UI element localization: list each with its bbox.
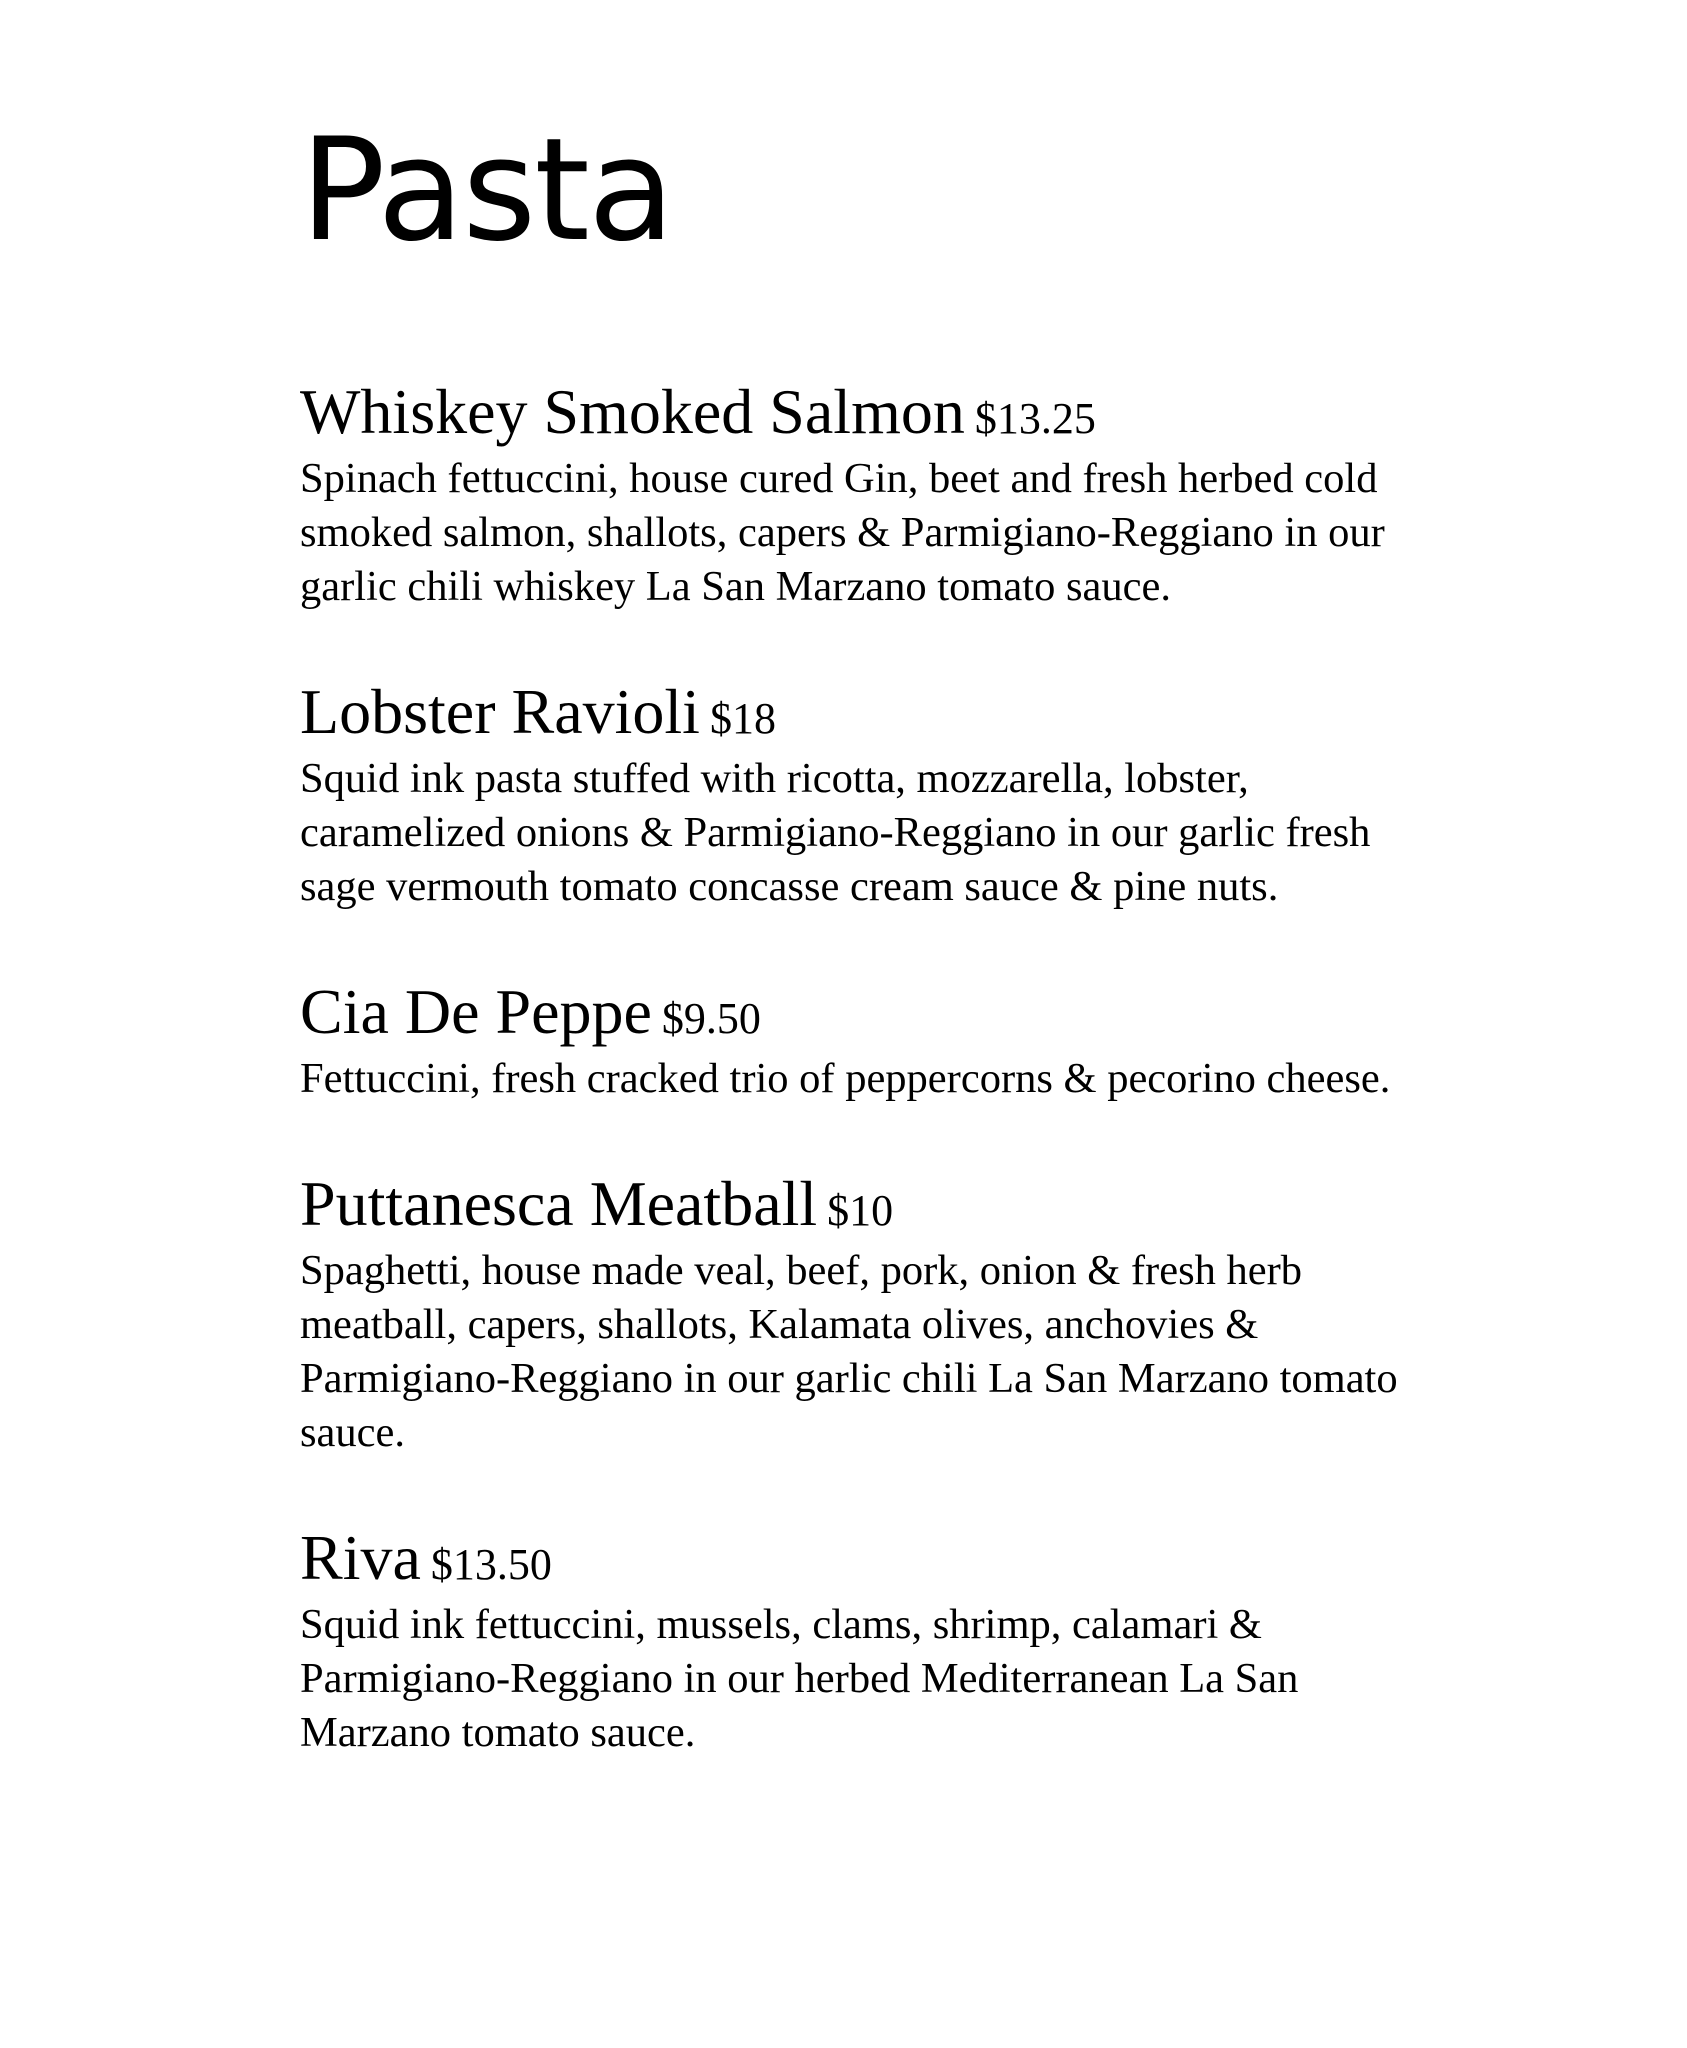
menu-item-description: Squid ink fettuccini, mussels, clams, shrimp, calamari & Parmigiano-Reggiano in our herbed Mediterranean La San Marzano tomato sauce. xyxy=(300,1601,1299,1756)
menu-item-price: $10 xyxy=(827,1186,894,1235)
menu-item-description: Squid ink pasta stuffed with ricotta, mozzarella, lobster, caramelized onions & Parmigiano-Reggiano in our garlic fresh sage vermouth tomato concasse cream sauce & pine nuts. xyxy=(300,755,1371,910)
menu-item-description: Spinach fettuccini, house cured Gin, beet and fresh herbed cold smoked salmon, shallots, capers & Parmigiano-Reggiano in our garlic chili whiskey La San Marzano tomato sauce. xyxy=(300,455,1385,610)
menu-page xyxy=(300,108,1450,1826)
menu-item-heading xyxy=(300,976,1450,1047)
menu-item-price: $18 xyxy=(709,694,776,743)
menu-items xyxy=(300,376,1450,1760)
menu-item-heading xyxy=(300,1522,1450,1593)
menu-item-description: Spaghetti, house made veal, beef, pork, onion & fresh herb meatball, capers, shallots, Kalamata olives, anchovies & Parmigiano-Reggiano in our garlic chili La San Marzano tomato sauce. xyxy=(300,1247,1398,1456)
menu-item-price: $9.50 xyxy=(661,994,761,1043)
menu-item xyxy=(300,1522,1450,1760)
menu-item-price: $13.25 xyxy=(974,394,1096,443)
menu-item xyxy=(300,376,1450,614)
menu-item xyxy=(300,976,1450,1106)
page-title: Pasta xyxy=(300,108,673,273)
menu-item-price: $13.50 xyxy=(430,1540,552,1589)
menu-item-name: Cia De Peppe xyxy=(300,976,652,1047)
menu-item-description: Fettuccini, fresh cracked trio of peppercorns & pecorino cheese. xyxy=(300,1055,1391,1102)
menu-item-heading xyxy=(300,676,1450,747)
menu-item xyxy=(300,676,1450,914)
menu-item-name: Lobster Ravioli xyxy=(300,676,700,747)
menu-item-name: Puttanesca Meatball xyxy=(300,1168,818,1239)
menu-item-name: Whiskey Smoked Salmon xyxy=(300,376,965,447)
menu-item-heading xyxy=(300,1168,1450,1239)
menu-item-heading xyxy=(300,376,1450,447)
menu-item xyxy=(300,1168,1450,1460)
menu-item-name: Riva xyxy=(300,1522,421,1593)
